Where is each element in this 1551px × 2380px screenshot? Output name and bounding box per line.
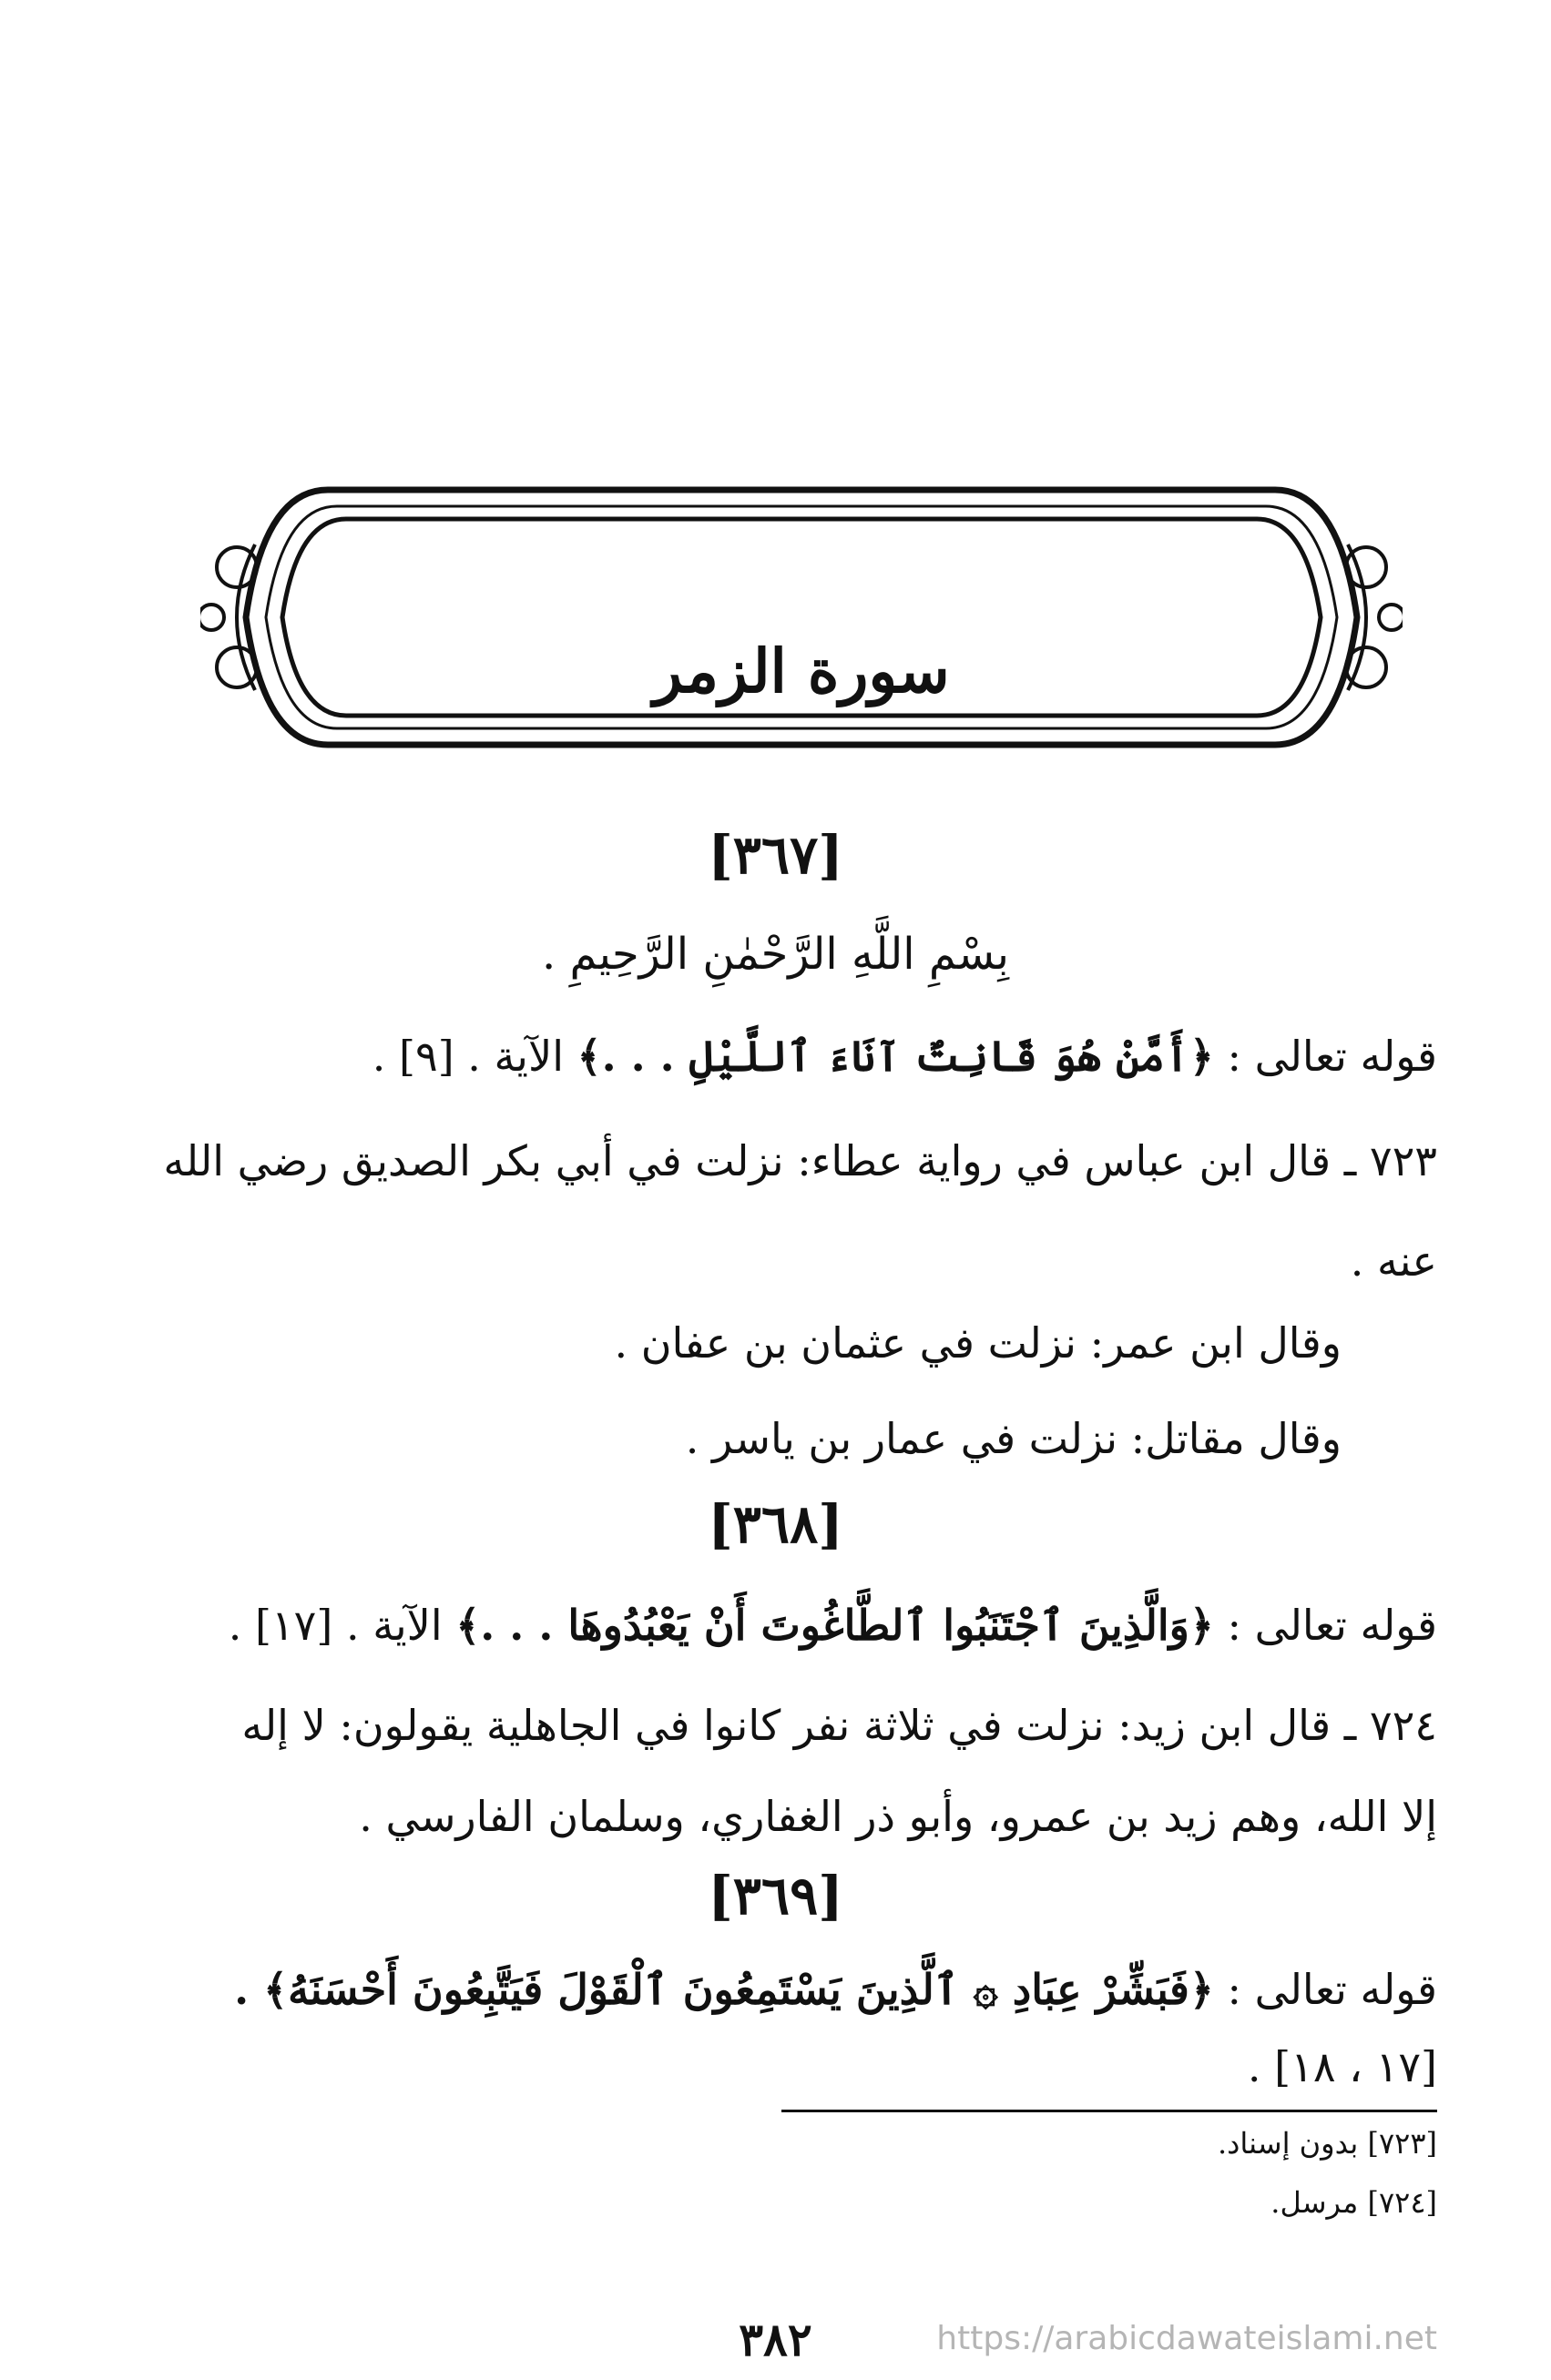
surah-title: سورة الزمر xyxy=(653,636,950,707)
verse-reference: الآية . [٩] . xyxy=(372,1032,564,1081)
quran-verse: ﴿وَالَّذِينَ ٱجْتَنَبُوا ٱلطَّاغُوتَ أَنْ يَعْبُدُوهَا . . .﴾ xyxy=(455,1601,1214,1650)
verse-line xyxy=(107,1962,1437,2017)
verse-line xyxy=(107,1029,1437,1083)
footnote: [٧٢٣] بدون إسناد. xyxy=(1217,2126,1437,2161)
section-number: [٣٦٩] xyxy=(708,1865,843,1927)
verse-intro: قوله تعالى : xyxy=(1227,1965,1437,2014)
surah-title-frame xyxy=(200,481,1403,754)
footnote-divider xyxy=(781,2110,1437,2112)
narration-line: عنه . xyxy=(1350,1236,1437,1286)
narration-line: وقال مقاتل: نزلت في عمار بن ياسر . xyxy=(685,1414,1342,1463)
narration-line: ٧٢٣ ـ قال ابن عباس في رواية عطاء: نزلت في أبي بكر الصديق رضي الله xyxy=(163,1136,1437,1185)
page-number: ٣٨٢ xyxy=(739,2313,812,2366)
footnote: [٧٢٤] مرسل. xyxy=(1270,2185,1437,2220)
quran-verse: ﴿فَبَشِّرْ عِبَادِ ۞ ٱلَّذِينَ يَسْتَمِعُونَ ٱلْقَوْلَ فَيَتَّبِعُونَ أَحْسَنَهُ﴾ . xyxy=(234,1965,1214,2014)
section-number: [٣٦٧] xyxy=(708,824,843,886)
verse-intro: قوله تعالى : xyxy=(1227,1032,1437,1081)
quran-verse: ﴿أَمَّنْ هُوَ قَانِتٌ آنَاءَ ٱللَّيْلِ . . .﴾ xyxy=(577,1032,1214,1081)
section-number: [٣٦٨] xyxy=(708,1493,843,1555)
verse-reference: [١٧ ، ١٨] . xyxy=(1247,2042,1437,2091)
watermark-url: https://arabicdawateislami.net xyxy=(936,2320,1437,2357)
ornamental-frame-icon xyxy=(200,481,1403,754)
verse-line xyxy=(107,1598,1437,1653)
basmala: بِسْمِ اللَّهِ الرَّحْمٰنِ الرَّحِيمِ . xyxy=(542,929,1009,980)
verse-reference: الآية . [١٧] . xyxy=(228,1601,443,1650)
verse-intro: قوله تعالى : xyxy=(1227,1601,1437,1650)
narration-line: ٧٢٤ ـ قال ابن زيد: نزلت في ثلاثة نفر كانوا في الجاهلية يقولون: لا إله xyxy=(241,1701,1437,1750)
narration-line: إلا الله، وهم زيد بن عمرو، وأبو ذر الغفاري، وسلمان الفارسي . xyxy=(359,1792,1437,1841)
narration-line: وقال ابن عمر: نزلت في عثمان بن عفان . xyxy=(614,1318,1342,1368)
